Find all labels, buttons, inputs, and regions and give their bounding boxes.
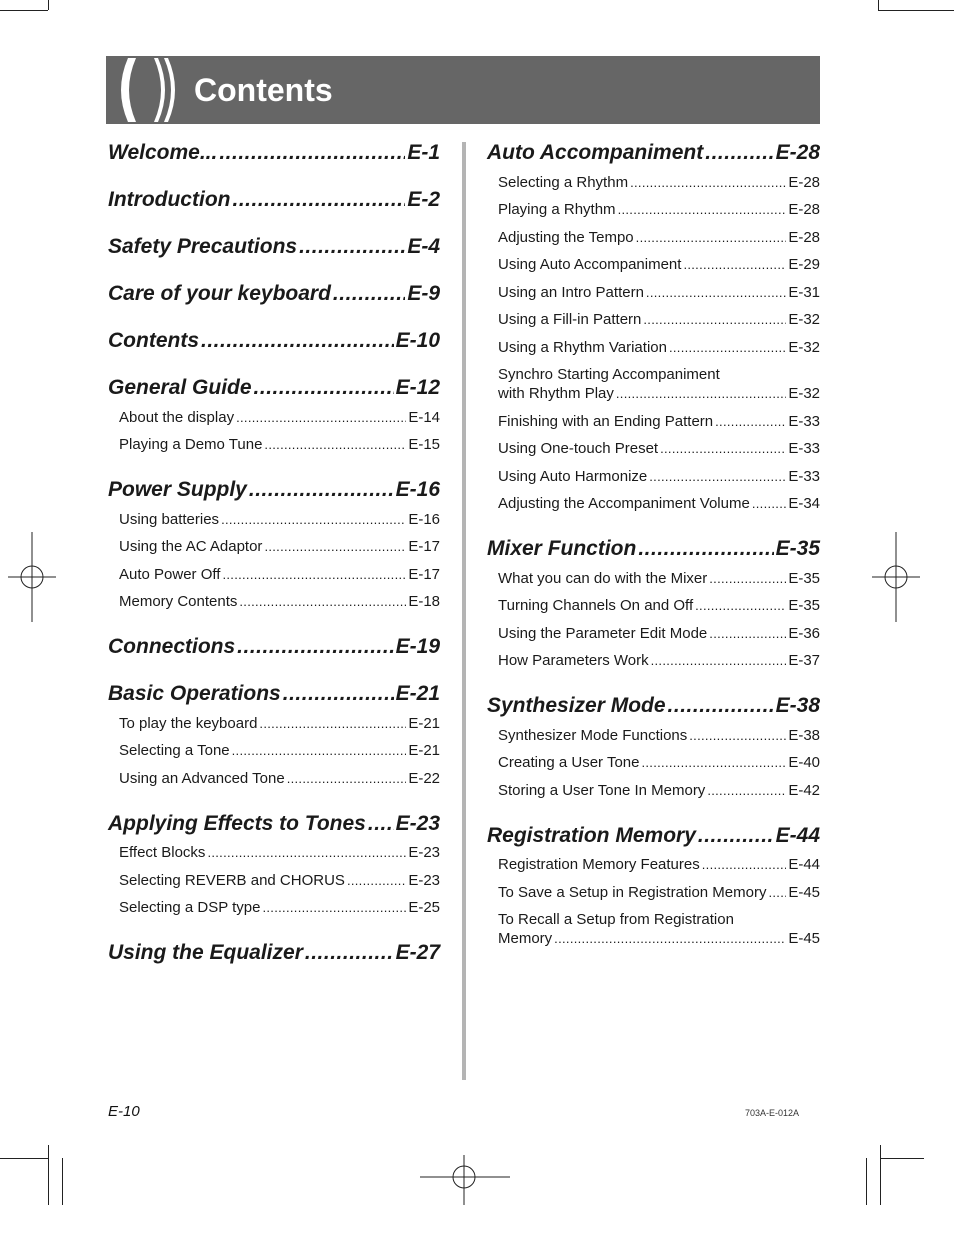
toc-page: E-28	[775, 141, 820, 164]
toc-label: Power Supply	[108, 478, 247, 501]
toc-item	[498, 495, 820, 512]
toc-page: E-35	[788, 570, 820, 587]
toc-page: E-29	[788, 256, 820, 273]
dot-leader	[232, 743, 407, 758]
toc-label: Auto Power Off	[119, 566, 221, 583]
toc-item	[119, 566, 440, 583]
toc-page: E-40	[788, 754, 820, 771]
toc-page: E-23	[408, 844, 440, 861]
toc-page: E-32	[788, 385, 820, 402]
document-code: 703A-E-012A	[745, 1108, 800, 1118]
dot-leader	[236, 410, 406, 425]
toc-page: E-12	[395, 376, 440, 399]
toc-item	[119, 538, 440, 555]
toc-section	[108, 188, 440, 212]
dot-leader	[333, 282, 405, 306]
dot-leader	[683, 257, 786, 272]
toc-page: E-23	[408, 872, 440, 889]
toc-label: Using an Intro Pattern	[498, 284, 644, 301]
dot-leader	[768, 885, 786, 900]
toc-label: Mixer Function	[487, 537, 637, 560]
toc-page: E-23	[395, 812, 440, 835]
toc-item	[498, 468, 820, 485]
toc-label: Creating a User Tone	[498, 754, 640, 771]
toc-label: Memory	[498, 930, 553, 947]
dot-leader	[264, 539, 406, 554]
dot-leader	[649, 469, 786, 484]
toc-item	[498, 229, 820, 246]
toc-section	[108, 941, 440, 965]
toc-label: Basic Operations	[108, 682, 281, 705]
toc-item	[498, 652, 820, 669]
toc-section	[487, 141, 820, 165]
dot-leader	[254, 376, 394, 400]
toc-item	[498, 782, 820, 799]
toc-page: E-45	[788, 884, 820, 901]
toc-item	[119, 872, 440, 889]
toc-section	[108, 812, 440, 836]
toc-label: To Save a Setup in Registration Memory	[498, 884, 767, 901]
dot-leader	[715, 414, 786, 429]
toc-label: with Rhythm Play	[498, 385, 614, 402]
toc-page: E-14	[408, 409, 440, 426]
toc-item	[498, 856, 820, 873]
toc-item	[119, 593, 440, 610]
dot-leader	[705, 141, 773, 165]
toc-item	[498, 440, 820, 457]
dot-leader	[219, 141, 405, 165]
toc-item	[498, 201, 820, 218]
toc-item	[498, 413, 820, 430]
toc-label: Contents	[108, 329, 199, 352]
toc-section	[487, 694, 820, 718]
dot-leader	[287, 771, 407, 786]
dot-leader	[709, 626, 786, 641]
toc-page: E-35	[788, 597, 820, 614]
toc-label: Welcome...	[108, 141, 218, 164]
toc-page: E-33	[788, 468, 820, 485]
dot-leader	[347, 873, 406, 888]
toc-page: E-28	[788, 174, 820, 191]
toc-label: Safety Precautions	[108, 235, 298, 258]
toc-label: Adjusting the Accompaniment Volume	[498, 495, 750, 512]
toc-label: Care of your keyboard	[108, 282, 331, 305]
dot-leader	[283, 682, 394, 706]
toc-item	[119, 511, 440, 528]
toc-section	[108, 329, 440, 353]
dot-leader	[222, 567, 406, 582]
toc-item	[498, 284, 820, 301]
toc-item	[498, 174, 820, 191]
toc-page: E-32	[788, 339, 820, 356]
toc-item	[119, 436, 440, 453]
toc-section	[108, 235, 440, 259]
toc-item	[119, 770, 440, 787]
toc-page: E-16	[408, 511, 440, 528]
toc-item	[498, 366, 820, 402]
toc-page: E-33	[788, 440, 820, 457]
dot-leader	[698, 824, 774, 848]
toc-item	[119, 409, 440, 426]
toc-label: Using a Rhythm Variation	[498, 339, 667, 356]
toc-item	[498, 727, 820, 744]
toc-section	[108, 682, 440, 706]
toc-page: E-21	[408, 742, 440, 759]
crop-mark	[880, 1145, 881, 1205]
toc-label: Applying Effects to Tones	[108, 812, 366, 835]
toc-page: E-33	[788, 413, 820, 430]
crop-mark	[48, 0, 49, 10]
toc-item	[498, 570, 820, 587]
toc-page: E-15	[408, 436, 440, 453]
dot-leader	[616, 386, 786, 401]
toc-label: General Guide	[108, 376, 252, 399]
toc-label: Playing a Demo Tune	[119, 436, 263, 453]
toc-label: Using a Fill-in Pattern	[498, 311, 642, 328]
page-header-bar	[106, 56, 820, 124]
toc-label: Using the AC Adaptor	[119, 538, 263, 555]
dot-leader	[207, 845, 406, 860]
crop-mark	[880, 1158, 924, 1159]
toc-label: Selecting REVERB and CHORUS	[119, 872, 345, 889]
toc-label: Using batteries	[119, 511, 220, 528]
toc-item-label-line1: Synchro Starting Accompaniment	[498, 366, 720, 383]
toc-label: Using One-touch Preset	[498, 440, 659, 457]
toc-label: Connections	[108, 635, 236, 658]
toc-label: What you can do with the Mixer	[498, 570, 708, 587]
dot-leader	[618, 202, 787, 217]
toc-page: E-45	[788, 930, 820, 947]
toc-item-label-line1: To Recall a Setup from Registration	[498, 911, 734, 928]
toc-label: Using Auto Harmonize	[498, 468, 648, 485]
crop-mark	[878, 10, 954, 11]
toc-page: E-37	[788, 652, 820, 669]
toc-item	[498, 597, 820, 614]
toc-section	[487, 824, 820, 848]
registration-mark-left	[8, 532, 56, 622]
toc-item	[498, 256, 820, 273]
dot-leader	[668, 694, 774, 718]
toc-item	[498, 884, 820, 901]
registration-mark-right	[872, 532, 920, 622]
dot-leader	[237, 635, 393, 659]
toc-item	[119, 899, 440, 916]
dot-leader	[669, 340, 786, 355]
toc-label: Registration Memory Features	[498, 856, 700, 873]
toc-item	[498, 754, 820, 771]
toc-page: E-38	[775, 694, 820, 717]
toc-label: Using the Equalizer	[108, 941, 303, 964]
toc-label: Selecting a Rhythm	[498, 174, 629, 191]
page-number: E-10	[108, 1103, 140, 1120]
toc-item	[498, 625, 820, 642]
dot-leader	[638, 537, 773, 561]
toc-page: E-21	[395, 682, 440, 705]
dot-leader	[709, 571, 786, 586]
dot-leader	[299, 235, 405, 259]
toc-label: To play the keyboard	[119, 715, 258, 732]
toc-page: E-31	[788, 284, 820, 301]
toc-item	[498, 311, 820, 328]
dot-leader	[643, 312, 786, 327]
toc-label: Introduction	[108, 188, 231, 211]
toc-item	[119, 715, 440, 732]
toc-item	[119, 844, 440, 861]
toc-label: Synthesizer Mode Functions	[498, 727, 688, 744]
toc-page: E-18	[408, 593, 440, 610]
toc-page: E-38	[788, 727, 820, 744]
dot-leader	[221, 512, 406, 527]
dot-leader	[752, 496, 786, 511]
toc-section	[108, 478, 440, 502]
toc-page: E-10	[395, 329, 440, 352]
toc-label: Storing a User Tone In Memory	[498, 782, 706, 799]
toc-section	[487, 537, 820, 561]
toc-label: Memory Contents	[119, 593, 238, 610]
toc-section	[108, 635, 440, 659]
toc-page: E-17	[408, 566, 440, 583]
crop-mark	[866, 1158, 867, 1205]
dot-leader	[259, 716, 406, 731]
toc-page: E-2	[407, 188, 440, 211]
toc-page: E-36	[788, 625, 820, 642]
toc-page: E-22	[408, 770, 440, 787]
toc-page: E-28	[788, 229, 820, 246]
dot-leader	[305, 941, 394, 965]
toc-page: E-17	[408, 538, 440, 555]
toc-label: Playing a Rhythm	[498, 201, 616, 218]
dot-leader	[239, 594, 406, 609]
dot-leader	[695, 598, 786, 613]
crop-mark	[0, 1158, 48, 1159]
toc-page: E-35	[775, 537, 820, 560]
dot-leader	[702, 857, 787, 872]
toc-item	[498, 339, 820, 356]
toc-page: E-25	[408, 899, 440, 916]
dot-leader	[249, 478, 394, 502]
crop-mark	[48, 1145, 49, 1205]
dot-leader	[232, 188, 405, 212]
bracket-logo-icon	[114, 56, 184, 124]
toc-label: Turning Channels On and Off	[498, 597, 694, 614]
crop-mark	[0, 10, 48, 11]
dot-leader	[262, 900, 406, 915]
toc-label: Finishing with an Ending Pattern	[498, 413, 714, 430]
toc-page: E-4	[407, 235, 440, 258]
toc-label: Registration Memory	[487, 824, 696, 847]
toc-page: E-44	[775, 824, 820, 847]
dot-leader	[641, 755, 786, 770]
dot-leader	[707, 783, 786, 798]
dot-leader	[660, 441, 786, 456]
toc-item	[119, 742, 440, 759]
toc-label: Using Auto Accompaniment	[498, 256, 682, 273]
toc-item	[498, 911, 820, 947]
toc-label: Using the Parameter Edit Mode	[498, 625, 708, 642]
toc-section	[108, 376, 440, 400]
toc-page: E-42	[788, 782, 820, 799]
dot-leader	[689, 728, 786, 743]
toc-page: E-19	[395, 635, 440, 658]
toc-page: E-32	[788, 311, 820, 328]
toc-page: E-27	[395, 941, 440, 964]
toc-label: Auto Accompaniment	[487, 141, 704, 164]
crop-mark	[878, 0, 879, 10]
dot-leader	[646, 285, 786, 300]
toc-label: Adjusting the Tempo	[498, 229, 634, 246]
toc-page: E-28	[788, 201, 820, 218]
dot-leader	[636, 230, 787, 245]
toc-page: E-1	[407, 141, 440, 164]
toc-page: E-16	[395, 478, 440, 501]
dot-leader	[630, 175, 786, 190]
dot-leader	[651, 653, 787, 668]
toc-page: E-34	[788, 495, 820, 512]
dot-leader	[554, 931, 786, 946]
toc-label: About the display	[119, 409, 235, 426]
dot-leader	[201, 329, 394, 353]
toc-label: Effect Blocks	[119, 844, 206, 861]
toc-section	[108, 282, 440, 306]
dot-leader	[368, 812, 394, 836]
page-title: Contents	[194, 72, 333, 108]
crop-mark	[62, 1158, 63, 1205]
toc-label: Selecting a Tone	[119, 742, 230, 759]
toc-page: E-44	[788, 856, 820, 873]
toc-page: E-9	[407, 282, 440, 305]
toc-section	[108, 141, 440, 165]
registration-mark-bottom	[420, 1155, 510, 1205]
toc-label: Synthesizer Mode	[487, 694, 666, 717]
toc-label: Using an Advanced Tone	[119, 770, 285, 787]
toc-page: E-21	[408, 715, 440, 732]
toc-label: Selecting a DSP type	[119, 899, 261, 916]
toc-label: How Parameters Work	[498, 652, 649, 669]
column-divider	[462, 142, 466, 1080]
dot-leader	[264, 437, 406, 452]
